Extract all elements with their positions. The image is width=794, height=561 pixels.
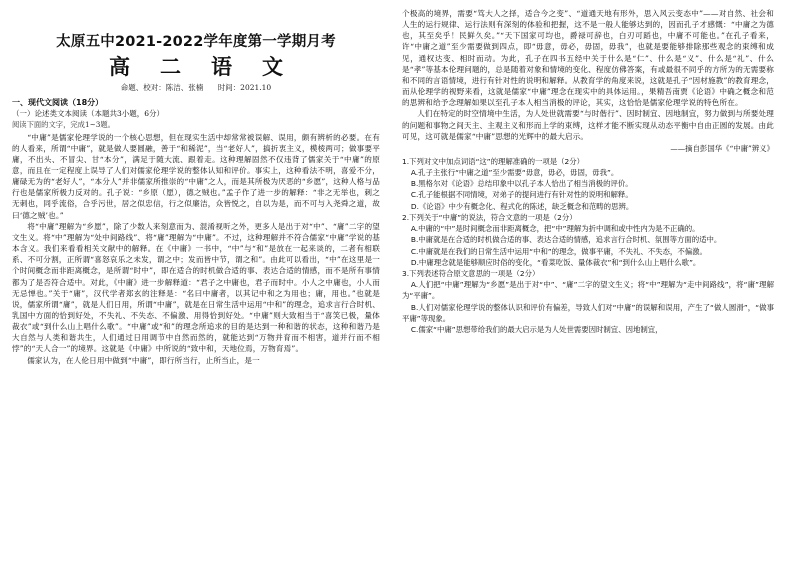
question-option: B.人们对儒家伦理学说的整体认识和评价有偏差，导致人们对“中庸”的误解和误用，产生了“做人圆滑”，“做事平庸”等现象。 — [402, 302, 774, 323]
question-1 — [402, 156, 774, 212]
passage-paragraph: 个极高的境界，需要“笃大人之择，适合今之变”、“道通天地有形外，思入风云变态中”——对自然、社会和人生的运行规律、运行法则有深刻的体验和把握，这不是一般人能够达到的，因而孔子才感慨：“中庸之为德也，其至矣乎！民鲜久矣。”“天下国家可均也，爵禄可辞也，白刃可蹈也，中庸不可能也。”在孔子看来，许“中庸之道”至少需要做到四点，即“毋意，毋必，毋固，毋我”，也就是要能够排除那些观念的束缚和成见，通权达变、相时而动。为此，孔子在四书五经中关于什么是“仁”、什么是“义”、什么是“礼”、什么是“孝”等基本伦理问题的，总是随着对象和情境的变化、程度仿佛答案，有或最很不同乎的方所为的无需要称和不同的言语情境，进行有针对性的说明和解释。从教育学的角度来说，这就是孔子“因材施教”的教育理念，而从伦理学的视野来看，这就是儒家“中庸”理念在现实中的具体运用。，果精吾南贾《论语》中确之概念和范的思辨和给予念理解如果以至孔子本人相当消极的评论，其实，这恰恰是儒家伦理学说的特色所在。 — [402, 9, 774, 108]
passage-paragraph: 人们在特定的时空情境中生活，为人处世就需要“与时偕行”、因时制宜、因地制宜，努力做到与所要处理的问题和事物之间天主、主观主义和形而上学的束缚，这样才能不断实现从动态平衡中自由正圆的发展。由此可见，这可就是儒家“中庸”思想的光辉中的最大启示。 — [402, 109, 774, 141]
reading-instruction: 阅读下面的文字，完成1~3题。 — [12, 119, 115, 129]
right-column — [402, 8, 774, 555]
question-stem: 2.下列关于“中庸”的说法，符合文意的一项是（2分） — [402, 212, 577, 222]
question-option: C.中庸就是在我们的日常生活中运用“中和”的理念，做事平庸，不失礼、不失态，不偏激。 — [410, 246, 707, 256]
question-option: C.儒家“中庸”思想带给我们的最大启示是为人处世需要因时制宜、因地制宜， — [410, 324, 663, 334]
question-option: A.孔子主张行“中庸之道”至少需要“毋意，毋必，毋固，毋我”。 — [410, 168, 619, 178]
question-option: D.《论语》中少有概念化、程式化的陈述，缺乏概念和范畴的思辨。 — [410, 201, 634, 211]
passage-source: ——摘自彭国华《“中庸”辨义》 — [670, 143, 774, 153]
question-option: B.黑格尔对《论语》总结印象中以孔子本人恰出了相当消极的评价。 — [410, 179, 633, 189]
question-stem: 1.下列对文中加点词语“这”的理解准确的一项是（2分） — [402, 156, 585, 166]
passage-paragraph: 儒家认为，在人伦日用中做到“中庸”，即行所当行，止所当止，是一 — [27, 355, 260, 365]
question-option: A.人们把“中庸”理解为“乡愿”是出于对“中”、“庸”二字的望文生义；将“中”理解为“走中间路线”，将“庸”理解为“平庸”。 — [402, 280, 774, 301]
exam-title: 太原五中2021-2022学年度第一学期月考 — [56, 34, 336, 50]
question-option: A.中庸的“中”是时间概念而非距离概念，把“中”理解为折中调和或中性内为是不正确的。 — [410, 224, 700, 234]
question-option: B.中庸就是在合适的时机做合适的事、表达合适的情感，追求言行合时机、氛围等方面的适中。 — [410, 235, 722, 245]
passage-paragraph: “中庸”是儒家伦理学说的一个核心思想，但在现实生活中却常常被误解、误用，颇有辨析的必要。在有的人看来，所谓“中庸”，就是做人要圆融，善于“和稀泥”，当“老好人”，搞折衷主义，模棱两可；做事要平庸，不出头、不冒尖、甘“本分”，满足于随大流、跟着走。这种理解固然不仅违背了儒家关于“中庸”的原意，而且在一定程度上误导了人们对儒家伦理学说的整体认知和评价。事实上，这种看法不明，喜爱不分，庸碌无为的“老好人”，“本分人”并非儒家所推崇的“中庸”之人，而是其所极为厌恶的“乡愿”，这种人格与品行也是儒家所极力反对的。孔子说：“乡原（愿），德之贼也。”孟子作了进一步的解释：“非之无举也，刺之无刺也，同乎流俗，合乎污世，居之似忠信，行之似廉洁，众皆悦之，自以为是，而不可与入尧舜之道，故曰‘德之贼’也。” — [12, 132, 380, 220]
subsection-title: （一）论述类文本阅读（本题共3小题，6分） — [12, 109, 165, 118]
left-column — [12, 8, 380, 555]
exam-time: 时间：2021.10 — [217, 83, 272, 92]
question-3 — [402, 268, 774, 335]
setters: 命题、校对：陈洁、张楠 — [120, 83, 204, 92]
question-option: D.中庸理念就是能够顺应时俗的变化，“看菜吃饭、量体裁衣”和“到什么山上唱什么歌”。 — [410, 257, 701, 267]
passage-paragraph: 将“中庸”理解为“乡愿”，除了少数人来刻意而为、混淆视听之外，更多人是出于对“中”、“庸”二字的望文生义。将“中”理解为“处中间路线”、将“庸”理解为“中庸”。不过，这种理解并不符合儒家“中庸”学说的基本含义。我们来看看相关文献中的解释。在《中庸》一书中，“中”与“和”是放在一起来谈的，二者有相联系、不可分割，正所谓“喜怒哀乐之未发，谓之中；发而皆中节，谓之和”。由此可以看出，“中”在这里是一个时间概念而非距离概念，是所谓“时中”，即在适合的时机做合适的事、表达合适的情感，而不是所有事情都为了是否符合适中。对此，《中庸》进一步解释道：“君子之中庸也，君子而时中。小人之中庸也，小人而无忌惮也。”关于“庸”，汉代学者郑玄的注释是：“名曰中庸者，以其记中和之为用也；庸，用也。”也就是说，儒家所谓“庸”，就是人们日用，所谓“中庸”，就是在日常生活中运用“中和”的理念，追求言行合时机、乳国中方面的恰到好处，不失礼、不失态、不偏激、用得恰到好处。“中庸”则大致相当于“喜笑已极，量体裁衣”或“到什么山上唱什么歌”。“中庸”或“和”的理念所追求的目的是达到一种和谐的状态，这种和谐乃是大自然与人类和谐共生，人们通过日用调节中自然而然的，就能达到“万物并育而不相害，道并行而不相悖”的“天人合一”的境界。这就是《中庸》中所说的“致中和，天地位焉，万物育焉”。 — [12, 221, 380, 354]
subject-title: 高二语文 — [109, 55, 313, 79]
section-title: 一、现代文阅读（18分） — [12, 98, 104, 107]
question-stem: 3.下列表述符合原文意思的一项是（2分） — [402, 268, 540, 278]
exam-meta — [12, 82, 380, 93]
question-2 — [402, 212, 774, 268]
question-option: C.孔子能根据不同情境，对弟子的提问进行有针对性的说明和解释。 — [410, 190, 633, 200]
